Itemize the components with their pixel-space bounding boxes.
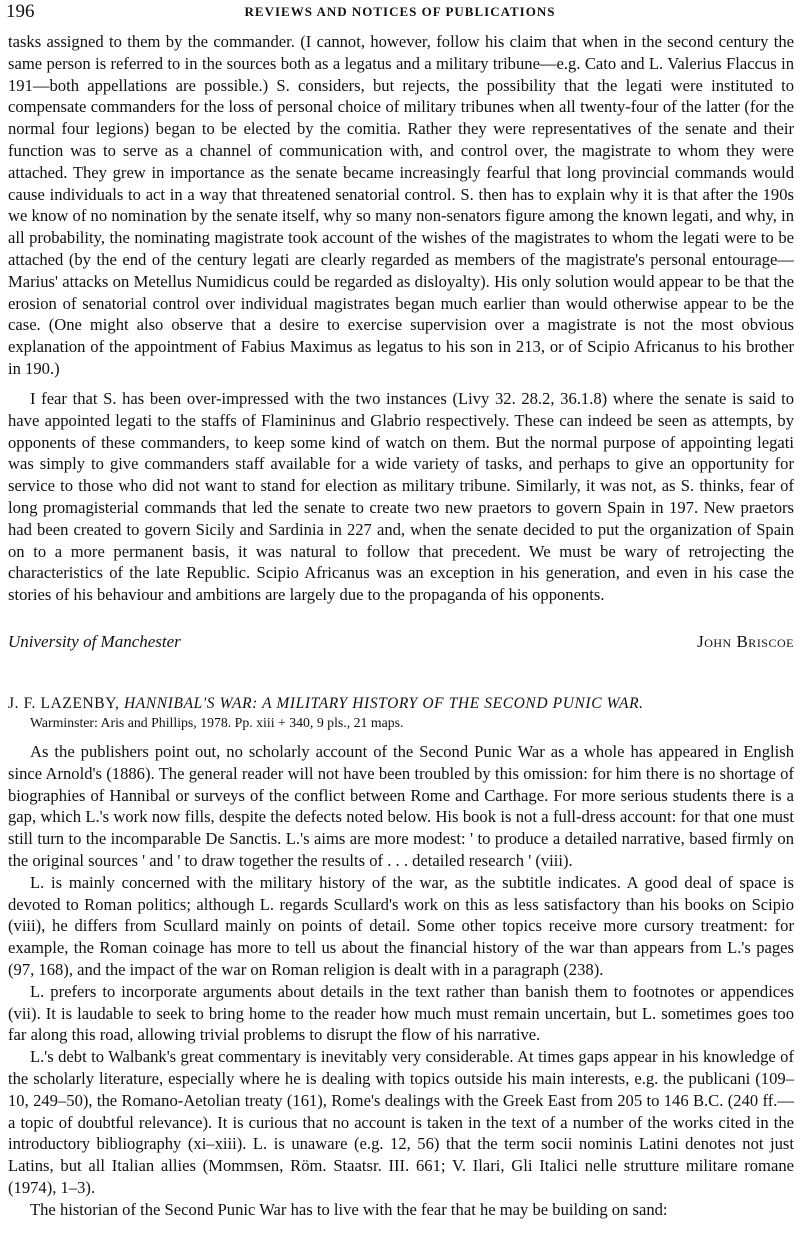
paragraph-text: I fear that S. has been over-impressed with the two instances (Livy 32. 28.2, 36.1.8) where the senate is said to have appointed legati to the staffs of Flamininus and Glabrio respectively. These can indeed be seen as attempts, by opponents of these commanders, to keep some kind of watch on them. But the normal purpose of appointing legati was simply to give commanders staff available for a wide variety of tasks, and perhaps to give an opportunity for service to those who did not want to stand for election as military tribune. Similarly, it was not, as S. thinks, fear of long promagisterial commands that led the senate to create two new praetors to govern Spain in 197. New praetors had been created to govern Sicily and Sardinia in 227 and, when the senate decided to put the organization of Spain on to a more permanent basis, it was natural to follow that precedent. We must be wary of retrojecting the characteristics of the late Republic. Scipio Africanus was an exception in his generation, and even in his case the stories of his behaviour and ambitions are largely due to the propaganda of his opponents.	[8, 389, 794, 605]
review-heading	[8, 694, 794, 714]
first-review-paragraph-2	[8, 388, 794, 606]
review-paragraph: L.'s debt to Walbank's great commentary is inevitably very considerable. At times gaps appear in his knowledge of the scholarly literature, especially where he is dealing with topics outside his main interests, e.g. the publicani (109–10, 249–50), the Romano-Aetolian treaty (161), Rome's dealings with the Greek East from 205 to 146 B.C. (240 ff.—a topic of doubtful relevance). It is curious that no account is taken in the text of a number of the works cited in the introductory bibliography (xi–xiii). L. is unaware (e.g. 12, 56) that the term socii nominis Latini denotes not just Latins, but all Italian allies (Mommsen, Röm. Staatsr. III. 661; V. Ilari, Gli Italici nelle strutture militare romane (1974), 1–3).	[8, 1047, 794, 1197]
review-paragraph: L. is mainly concerned with the military history of the war, as the subtitle indicates. A good deal of space is devoted to Roman politics; although L. regards Scullard's work on this as less satisfactory than his books on Scipio (viii), he differs from Scullard mainly on points of detail. Some other topics receive more cursory treatment: for example, the Roman coinage has more to tell us about the financial history of the war than appears from L.'s pages (97, 168), and the impact of the war on Roman religion is dealt with in a paragraph (238).	[8, 872, 794, 979]
reviewer-signature	[8, 630, 794, 654]
review-paragraph: As the publishers point out, no scholarly account of the Second Punic War as a whole has appeared in English since Arnold's (1886). The general reader will not have been troubled by this omission: for him there is no shortage of biographies of Hannibal or surveys of the conflict between Rome and Carthage. For more serious students there is a gap, which L.'s work now fills, despite the defects noted below. His book is not a full-dress account: for that one must still turn to the incomparable De Sanctis. L.'s aims are more modest: ' to produce a detailed narrative, based firmly on the original sources ' and ' to draw together the results of . . . detailed research ' (viii).	[8, 742, 794, 870]
running-head	[0, 0, 800, 24]
book-author: J. F. LAZENBY,	[8, 695, 120, 712]
publication-info: Warminster: Aris and Phillips, 1978. Pp. xiii + 340, 9 pls., 21 maps.	[30, 715, 404, 730]
reviewer-affiliation: University of Manchester	[8, 632, 181, 651]
second-review-body	[8, 741, 794, 1221]
page-number: 196	[6, 1, 35, 22]
reviewer-name: John Briscoe	[697, 632, 794, 651]
paragraph-text: tasks assigned to them by the commander. (I cannot, however, follow his claim that when in the second century the same person is referred to in the sources both as a legatus and a military tribune—e.g. Cato and L. Valerius Flaccus in 191—both appellations are possible.) S. considers, but rejects, the possibility that the legati were instituted to compensate commanders for the loss of personal choice of military tribunes when all twenty-four of the latter (for the normal four legions) began to be elected by the comitia. Rather they were representatives of the senate and their function was to serve as a channel of communication with, and control over, the magistrate to whom they were attached. They grew in importance as the senate became increasingly fearful that long provincial commands would cause individuals to act in a way that threatened senatorial control. S. then has to explain why it is that after the 190s we know of no nomination by the senate itself, why so many non-senators figure among the known legati, and why, in all probability, the nominating magistrate took account of the wishes of the magistrates to whom the legati were to be attached (by the end of the century legati are clearly regarded as members of the magistrate's personal entourage—Marius' attacks on Metellus Numidicus could be regarded as disloyalty). His only solution would appear to be that the erosion of senatorial control over individual magistrates began much earlier than would otherwise appear to be the case. (One might also observe that a desire to exercise supervision over a magistrate is not the most obvious explanation of the appointment of Fabius Maximus as legatus to his son in 213, or of Scipio Africanus to his brother in 190.)	[8, 32, 794, 378]
running-head-title: REVIEWS AND NOTICES OF PUBLICATIONS	[244, 4, 556, 19]
review-paragraph: The historian of the Second Punic War has to live with the fear that he may be building on sand:	[30, 1199, 668, 1219]
book-title: HANNIBAL'S WAR: A MILITARY HISTORY OF THE SECOND PUNIC WAR.	[124, 695, 644, 712]
review-paragraph: L. prefers to incorporate arguments about details in the text rather than banish them to footnotes or appendices (vii). It is laudable to seek to bring home to the reader how much must remain uncertain, but L. sometimes goes too far along this road, allowing trivial problems to disrupt the flow of his narrative.	[8, 981, 794, 1045]
first-review-paragraph-1	[8, 31, 794, 380]
